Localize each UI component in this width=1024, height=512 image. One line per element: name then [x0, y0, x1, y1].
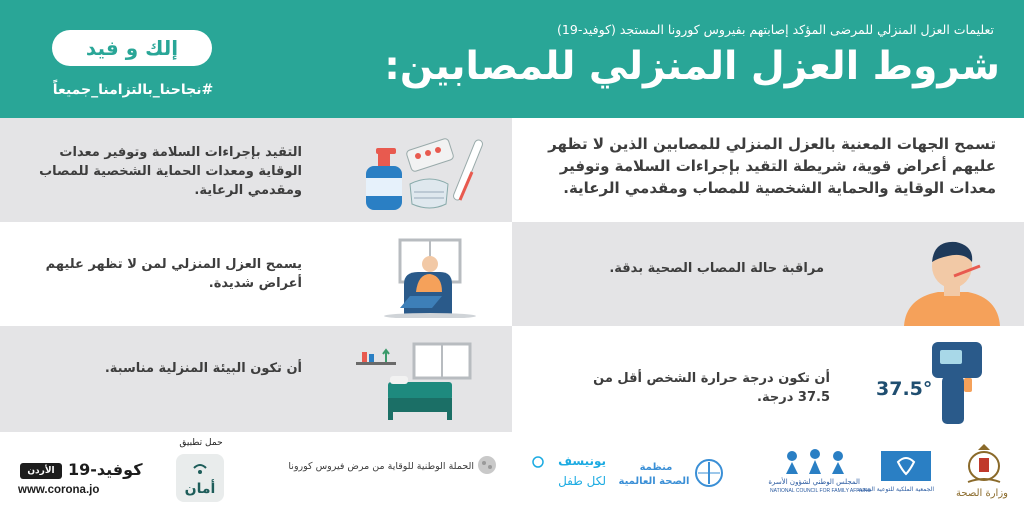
campaign-hashtag: #نجاحنا_بالتزامنا_جميعاً [52, 82, 214, 98]
aman-app-badge[interactable] [176, 454, 224, 502]
website-link[interactable]: www.corona.jo [18, 484, 100, 496]
ncfa-logo-arabic: المجلس الوطني لشؤون الأسرة [768, 478, 860, 486]
aman-signal-icon [190, 460, 210, 474]
partners-footer [0, 432, 1024, 512]
aman-app-name: أمان [184, 481, 216, 497]
unicef-emblem-icon [532, 456, 544, 468]
condition-panel-home-environment [0, 326, 512, 432]
condition-panel-intro [512, 118, 1024, 222]
condition-row-2 [0, 222, 1024, 326]
who-logo-title: منظمة [639, 462, 673, 473]
ministry-of-health-logo: وزارة الصحة [956, 488, 1008, 499]
brand-logo [52, 30, 212, 66]
monitoring-text: مراقبة حالة المصاب الصحية بدقة. [609, 261, 824, 276]
covid-brand-title: كوفيد-19 [68, 460, 143, 479]
patient-thermometer-icon [898, 232, 1008, 326]
condition-panel-ppe [0, 118, 512, 222]
campaign-virus-icon [476, 454, 498, 476]
page-title: شروط العزل المنزلي للمصابين: [384, 44, 1000, 89]
condition-row-1 [0, 118, 1024, 222]
rhas-logo-arabic: الجمعية الملكية للتوعية الصحية [857, 486, 934, 493]
person-resting-icon [370, 236, 490, 318]
bedroom-icon [352, 340, 484, 422]
who-emblem-icon [694, 458, 724, 488]
rhas-emblem-icon [880, 450, 932, 482]
intro-text: تسمح الجهات المعنية بالعزل المنزلي للمصابين الذين لا تظهر عليهم أعراض قوية، شريطة التقيد بإجراءات السلامة وتوفير معدات الوقاية والحماية الشخصية للمصاب ومقدمي الرعاية. [548, 135, 996, 197]
jordan-coat-of-arms-icon [964, 442, 1004, 486]
condition-panel-mild-symptoms [0, 222, 512, 326]
mild-symptoms-text: يسمح العزل المنزلي لمن لا تظهر عليهم أعراض شديدة. [45, 257, 302, 291]
temperature-reading: 37.5° [876, 378, 933, 400]
condition-panel-monitoring [512, 222, 1024, 326]
national-campaign-text: الحملة الوطنية للوقاية من مرض فيروس كورونا [288, 461, 474, 472]
condition-panel-temperature [512, 326, 1024, 432]
brand-logo-text: إلك و فيد [85, 36, 179, 60]
jordan-badge: الأردن [20, 463, 62, 479]
condition-row-3 [0, 326, 1024, 432]
home-environment-text: أن تكون البيئة المنزلية مناسبة. [104, 361, 302, 376]
who-logo-subtitle: الصحة العالمية [618, 476, 690, 487]
infrared-thermometer-icon [924, 338, 990, 426]
ncfa-emblem-icon [782, 448, 848, 476]
ppe-supplies-icon [356, 132, 496, 216]
ncfa-logo-english: NATIONAL COUNCIL FOR FAMILY AFFAIRS [770, 488, 871, 494]
header-banner [0, 0, 1024, 118]
header-subtitle: تعليمات العزل المنزلي للمرضى المؤكد إصابتهم بفيروس كورونا المستجد (كوفيد-19) [557, 22, 994, 37]
unicef-logo-tagline: لكل طفل [558, 474, 606, 488]
temperature-text: أن تكون درجة حرارة الشخص أقل من 37.5 درجة. [593, 371, 830, 405]
aman-download-caption: حمل تطبيق [179, 438, 223, 448]
unicef-logo-title: يونيسف [558, 454, 606, 468]
ppe-text: التقيد بإجراءات السلامة وتوفير معدات الوقاية ومعدات الحماية الشخصية للمصاب ومقدمي الرعاية. [39, 145, 302, 198]
